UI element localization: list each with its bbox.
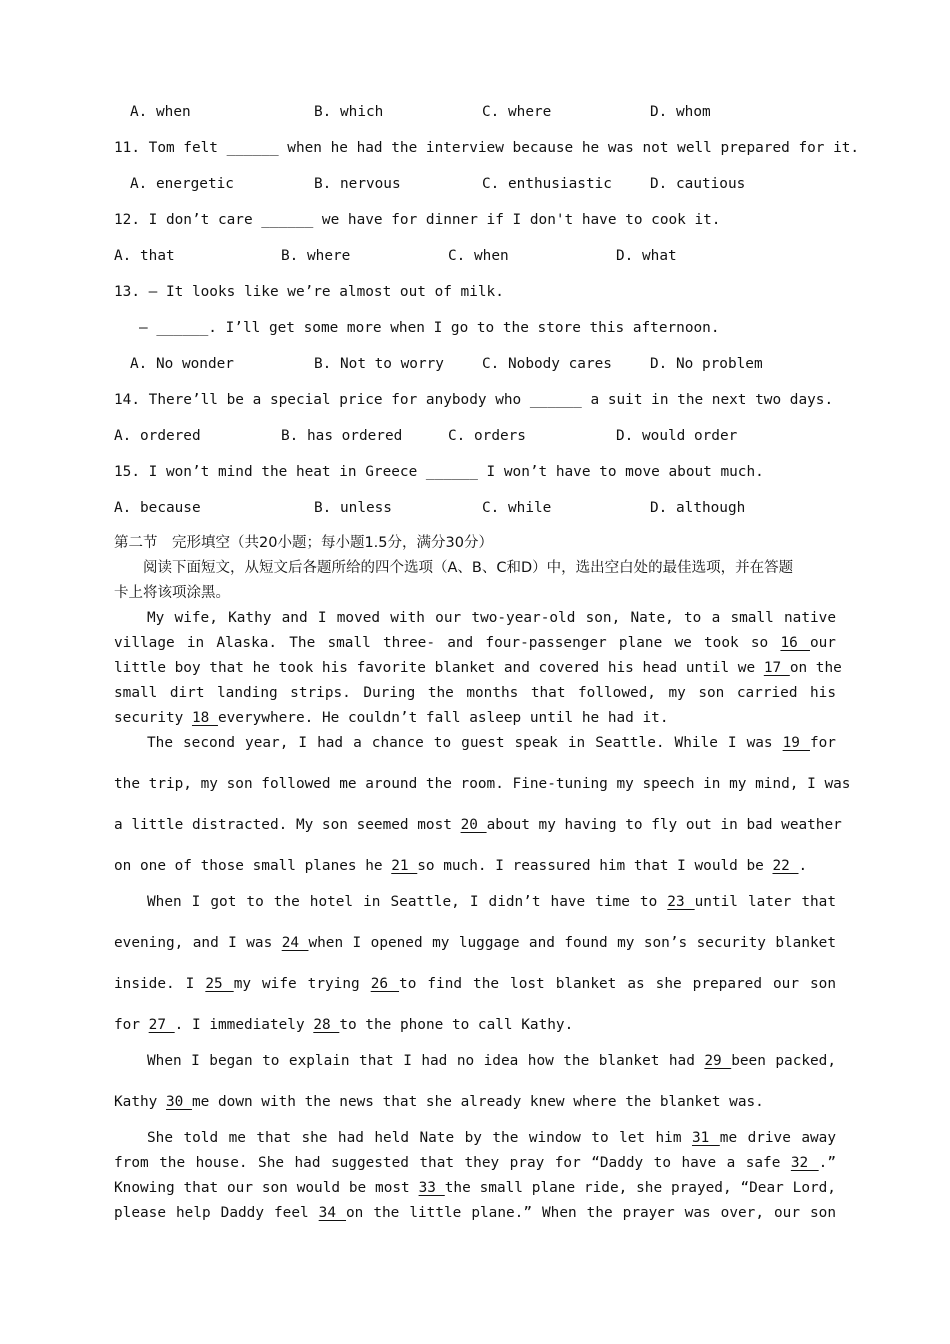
q12-option-d: D. what [616, 248, 677, 264]
q14-option-a: A. ordered [114, 428, 201, 444]
blank-20: 20 [460, 817, 487, 833]
blank-25: 25 [205, 976, 234, 992]
text-segment: When I began to explain that I had no idea how the blanket had [147, 1053, 695, 1069]
text-segment: inside. I [114, 976, 195, 992]
q10-option-a: A. when [130, 104, 191, 120]
q13-reply: — ______. I’ll get some more when I go to the store this afternoon. [139, 320, 720, 336]
p5-line4 [114, 1203, 836, 1223]
q15-option-a: A. because [114, 500, 201, 516]
q15-stem: 15. I won’t mind the heat in Greece ______ I won’t have to move about much. [114, 464, 764, 480]
p2-line2 [114, 774, 851, 794]
q14-option-d: D. would order [616, 428, 738, 444]
blank-21: 21 [391, 858, 418, 874]
blank-24: 24 [281, 935, 309, 951]
text-segment: small dirt landing strips. During the months that followed, my son carried his [114, 685, 836, 701]
q13-option-c: C. Nobody cares [482, 356, 612, 372]
p5-line1 [147, 1128, 836, 1148]
q11-option-a: A. energetic [130, 176, 234, 192]
q12-stem: 12. I don’t care ______ we have for dinner if I don't have to cook it. [114, 212, 721, 228]
text-segment: . [798, 858, 808, 874]
text-segment: The second year, I had a chance to guest speak in Seattle. While I was [147, 735, 773, 751]
text-segment: been packed, [731, 1053, 837, 1069]
text-segment: village in Alaska. The small three- and four-passenger plane we took so [114, 635, 769, 651]
p1-line3 [114, 658, 842, 678]
blank-27: 27 [148, 1017, 175, 1033]
p4-line1 [147, 1051, 836, 1071]
blank-17: 17 [763, 660, 790, 676]
text-segment: for [114, 1017, 140, 1033]
text-segment: She told me that she had held Nate by the window to let him [147, 1130, 682, 1146]
q13-option-d: D. No problem [650, 356, 763, 372]
text-segment: .” [818, 1155, 836, 1171]
q14-stem: 14. There’ll be a special price for anybody who ______ a suit in the next two days. [114, 392, 834, 408]
p3-line1 [147, 892, 836, 912]
text-segment: the trip, my son followed me around the room. Fine-tuning my speech in my mind, I was [114, 776, 851, 792]
q12-option-a: A. that [114, 248, 175, 264]
blank-34: 34 [318, 1205, 347, 1221]
blank-16: 16 [780, 635, 810, 651]
text-segment: the small plane ride, she prayed, “Dear Lord, [444, 1180, 836, 1196]
text-segment: until later that [694, 894, 836, 910]
p1-line2 [114, 633, 836, 653]
text-segment: little boy that he took his favorite blanket and covered his head until we [114, 660, 756, 676]
text-segment: please help Daddy feel [114, 1205, 309, 1221]
section-heading: 第二节 完形填空（共20小题；每小题1.5分，满分30分） [114, 535, 493, 551]
text-segment: about my having to fly out in bad weather [486, 817, 842, 833]
text-segment: a little distracted. My son seemed most [114, 817, 452, 833]
p3-line3 [114, 974, 836, 994]
p5-line2 [114, 1153, 836, 1173]
blank-31: 31 [691, 1130, 720, 1146]
p5-line3 [114, 1178, 836, 1198]
blank-19: 19 [782, 735, 810, 751]
text-segment: When I got to the hotel in Seattle, I didn’t have time to [147, 894, 658, 910]
text-segment: . I immediately [174, 1017, 305, 1033]
text-segment: me down with the news that she already knew where the blanket was. [192, 1094, 764, 1110]
text-segment: me drive away [719, 1130, 837, 1146]
q12-option-c: C. when [448, 248, 509, 264]
q11-stem: 11. Tom felt ______ when he had the interview because he was not well prepared for it. [114, 140, 860, 156]
text-segment: my wife trying [233, 976, 360, 992]
text-segment: evening, and I was [114, 935, 273, 951]
p2-line1 [147, 733, 836, 753]
q13-stem: 13. — It looks like we’re almost out of milk. [114, 284, 504, 300]
blank-26: 26 [370, 976, 400, 992]
blank-22: 22 [772, 858, 799, 874]
q11-option-b: B. nervous [314, 176, 401, 192]
q12-option-b: B. where [281, 248, 351, 264]
p3-line2 [114, 933, 836, 953]
blank-18: 18 [191, 710, 218, 726]
text-segment: for [809, 735, 836, 751]
p1-line4 [114, 683, 836, 703]
p4-line2 [114, 1092, 836, 1112]
text-segment: Knowing that our son would be most [114, 1180, 410, 1196]
section-instructions-line2: 卡上将该项涂黑。 [114, 585, 230, 601]
q13-option-a: A. No wonder [130, 356, 234, 372]
text-segment: from the house. She had suggested that they pray for “Daddy to have a safe [114, 1155, 781, 1171]
p1-line1 [147, 608, 836, 628]
blank-23: 23 [667, 894, 695, 910]
p3-line4 [114, 1015, 836, 1035]
q15-option-d: D. although [650, 500, 746, 516]
text-segment: when I opened my luggage and found my son’s security blanket [308, 935, 836, 951]
q15-option-c: C. while [482, 500, 552, 516]
q11-option-c: C. enthusiastic [482, 176, 612, 192]
p1-line5 [114, 708, 836, 728]
q14-option-b: B. has ordered [281, 428, 403, 444]
text-segment: security [114, 710, 184, 726]
q11-option-d: D. cautious [650, 176, 746, 192]
blank-29: 29 [704, 1053, 732, 1069]
text-segment: our [809, 635, 836, 651]
blank-32: 32 [790, 1155, 819, 1171]
text-segment: Kathy [114, 1094, 158, 1110]
text-segment: to find the lost blanket as she prepared our son [399, 976, 836, 992]
text-segment: on the little plane.” When the prayer was over, our son [346, 1205, 836, 1221]
blank-28: 28 [313, 1017, 340, 1033]
q14-option-c: C. orders [448, 428, 526, 444]
q10-option-b: B. which [314, 104, 384, 120]
q15-option-b: B. unless [314, 500, 392, 516]
text-segment: everywhere. He couldn’t fall asleep until he had it. [217, 710, 669, 726]
text-segment: to the phone to call Kathy. [339, 1017, 574, 1033]
q10-option-c: C. where [482, 104, 552, 120]
blank-33: 33 [418, 1180, 445, 1196]
text-segment: on the [789, 660, 842, 676]
text-segment: on one of those small planes he [114, 858, 383, 874]
p2-line3 [114, 815, 842, 835]
blank-30: 30 [166, 1094, 192, 1110]
p2-line4 [114, 856, 836, 876]
text-segment: My wife, Kathy and I moved with our two-year-old son, Nate, to a small native [147, 610, 836, 626]
text-segment: so much. I reassured him that I would be [417, 858, 764, 874]
q13-option-b: B. Not to worry [314, 356, 444, 372]
section-instructions-line1: 阅读下面短文，从短文后各题所给的四个选项（A、B、C和D）中，选出空白处的最佳选项，并在答题 [114, 560, 794, 576]
q10-option-d: D. whom [650, 104, 711, 120]
